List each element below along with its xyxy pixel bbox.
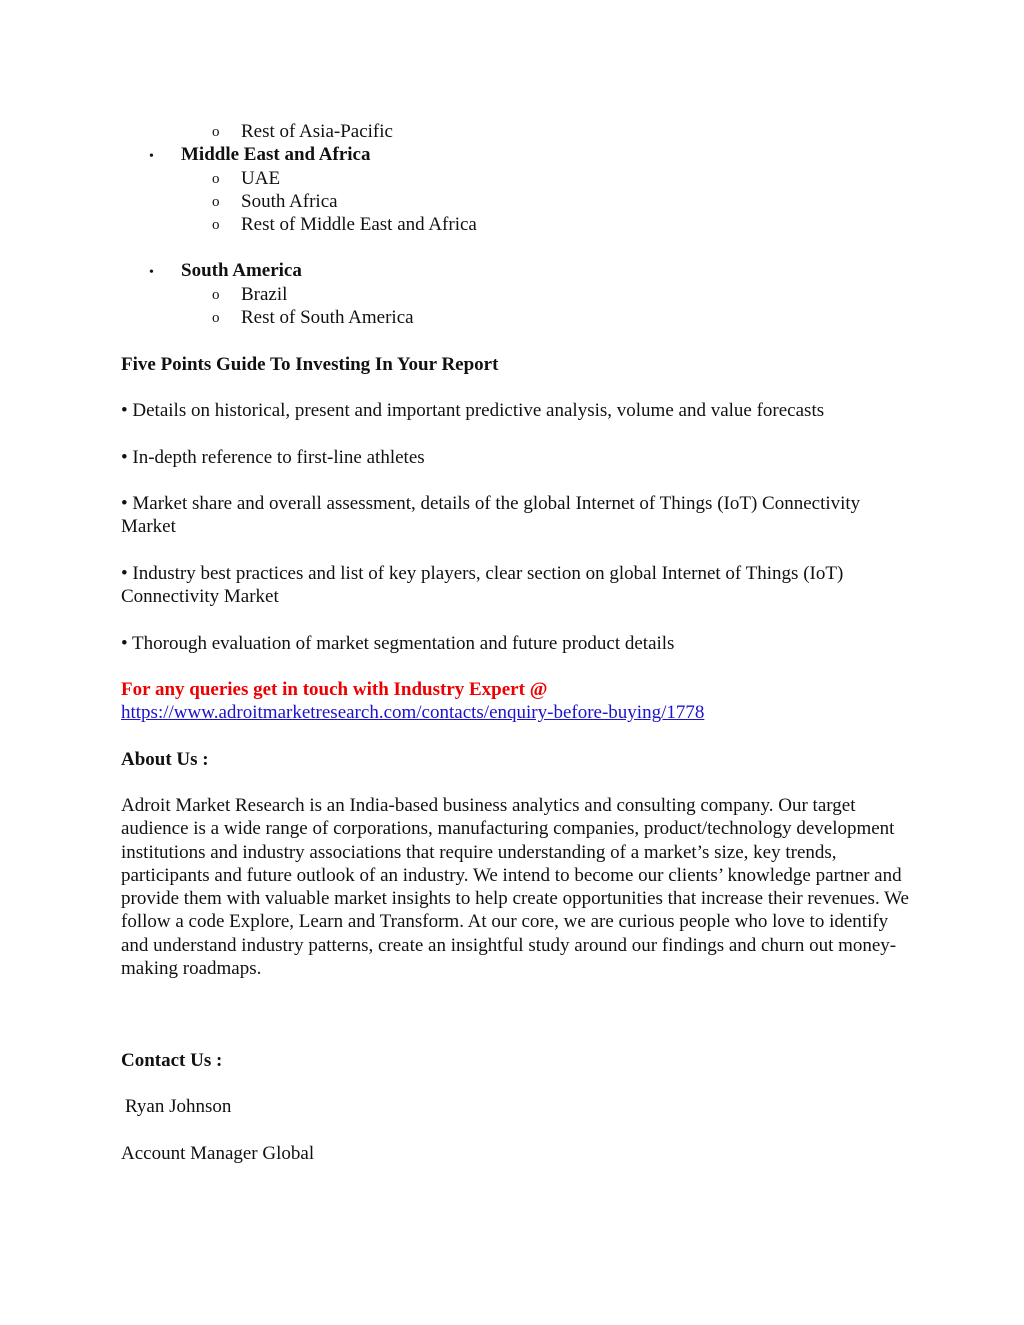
sub-bullet-marker: o [212, 287, 220, 303]
enquiry-link[interactable]: https://www.adroitmarketresearch.com/contacts/enquiry-before-buying/1778 [121, 702, 705, 723]
sub-bullet-marker: o [212, 310, 220, 326]
guide-point: • Industry best practices and list of key players, clear section on global Internet of Things (IoT) Connectivity Market [121, 563, 844, 608]
guide-point: • Details on historical, present and important predictive analysis, volume and value forecasts [121, 400, 825, 421]
bullet-marker: • [149, 149, 154, 164]
bullet-marker: • [149, 265, 154, 280]
guide-heading: Five Points Guide To Investing In Your Report [121, 354, 499, 375]
guide-point: • Market share and overall assessment, details of the global Internet of Things (IoT) Connectivity Market [121, 493, 861, 538]
list-item-heading: Middle East and Africa [181, 144, 371, 165]
contact-title: Account Manager Global [121, 1143, 315, 1164]
list-item: Brazil [241, 284, 288, 305]
sub-bullet-marker: o [212, 171, 220, 187]
sub-bullet-marker: o [212, 194, 220, 210]
list-item: Rest of Asia-Pacific [241, 121, 393, 142]
list-item: Rest of Middle East and Africa [241, 214, 477, 235]
queries-text: For any queries get in touch with Industry Expert @ [121, 679, 548, 700]
sub-bullet-marker: o [212, 217, 220, 233]
guide-point: • Thorough evaluation of market segmentation and future product details [121, 633, 675, 654]
list-item: Rest of South America [241, 307, 414, 328]
list-item: South Africa [241, 191, 338, 212]
about-body: Adroit Market Research is an India-based business analytics and consulting company. Our target audience is a wide range of corporations, manufacturing companies, product/technology development institutions and industry associations that require understanding of a market’s size, key trends, participants and future outlook of an industry. We intend to become our clients’ knowledge partner and provide them with valuable market insights to help create opportunities that increase their revenues. We follow a code Explore, Learn and Transform. At our core, we are curious people who love to identify and understand industry patterns, create an insightful study around our findings and churn out money-making roadmaps. [121, 795, 909, 980]
sub-bullet-marker: o [212, 124, 220, 140]
list-item-heading: South America [181, 260, 302, 281]
about-heading: About Us : [121, 749, 209, 770]
contact-name: Ryan Johnson [125, 1096, 232, 1117]
list-item: UAE [241, 168, 281, 189]
contact-heading: Contact Us : [121, 1050, 223, 1071]
guide-point: • In-depth reference to first-line athletes [121, 447, 425, 468]
